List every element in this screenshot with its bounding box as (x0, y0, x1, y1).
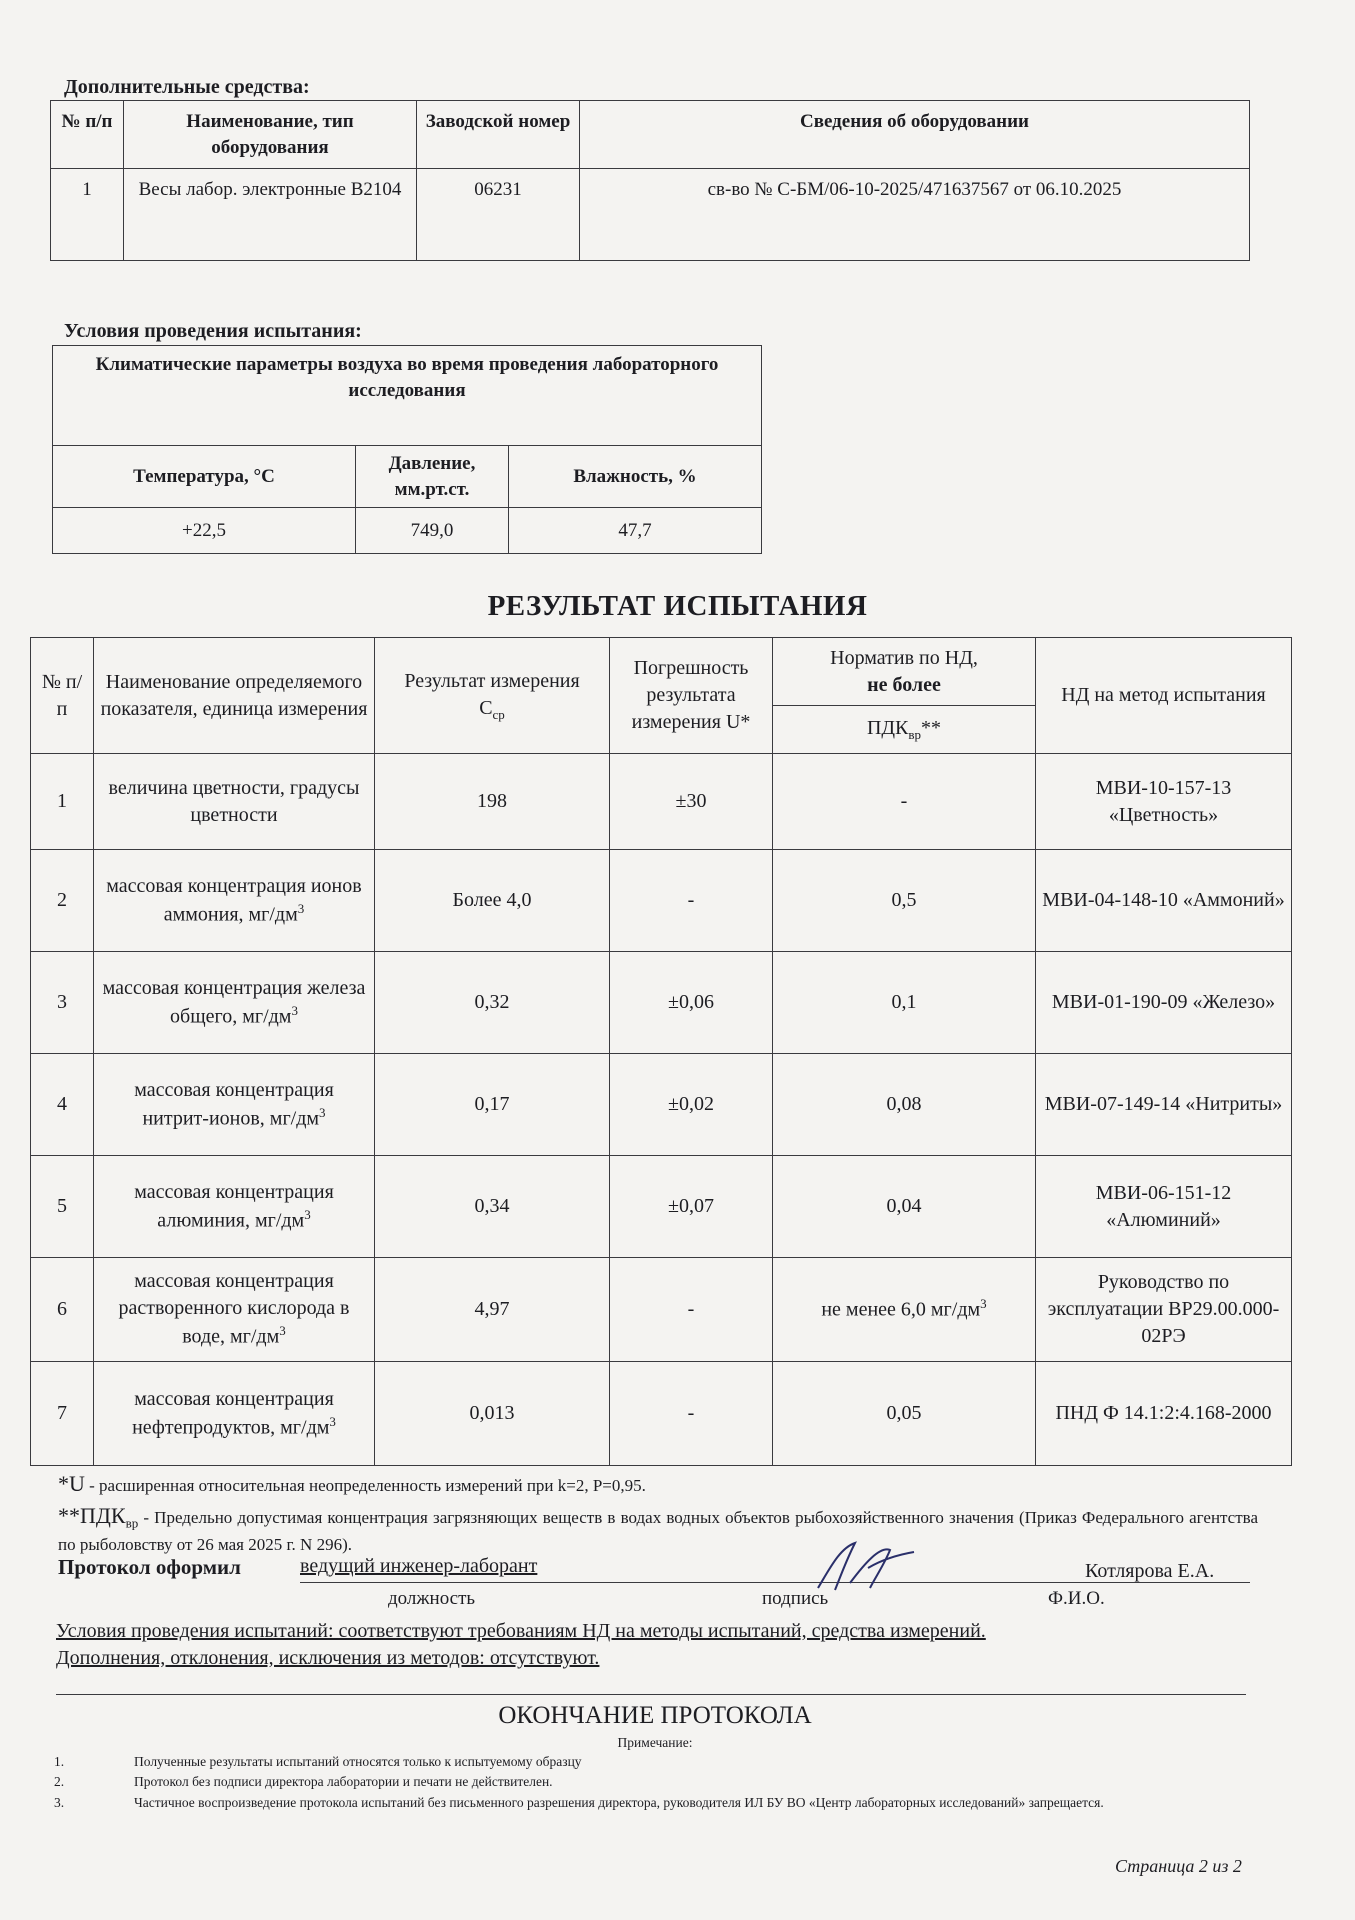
signature-position: ведущий инженер-лаборант (300, 1555, 538, 1577)
row-indicator: массовая концентрация алюминия, $мг/дм^3$ (94, 1156, 375, 1258)
row-value: 198 (375, 754, 610, 850)
row-method: Руководство по эксплуатации ВР29.00.000-02РЭ (1036, 1258, 1292, 1362)
conditions-header-pressure: Давление, мм.рт.ст. (356, 446, 509, 508)
results-header-pdk (773, 706, 1036, 754)
unit-superscript: 3 (980, 1296, 987, 1312)
table-row (31, 952, 1292, 1054)
page-number: Страница 2 из 2 (1115, 1856, 1242, 1876)
conditions-header-humidity: Влажность, % (509, 446, 762, 508)
list-item: 3. Частичное воспроизведение протокола испытаний без письменного разрешения директора, руководителя ИЛ БУ ВО «Центр лабораторных исследований» запрещается. (54, 1794, 1104, 1810)
notes-list (54, 1752, 1264, 1813)
equipment-name: Весы лабор. электронные В2104 (124, 169, 417, 261)
row-indicator: массовая концентрация нитрит-ионов, $мг/дм^3$ (94, 1054, 375, 1156)
result-symbol-sub: ср (492, 706, 505, 722)
equipment-header-num: № п/п (51, 101, 124, 169)
table-row (51, 169, 1250, 261)
conditions-pressure: 749,0 (356, 508, 509, 554)
table-row (31, 1258, 1292, 1362)
row-num: 2 (31, 850, 94, 952)
row-error: ±0,07 (610, 1156, 773, 1258)
conditions-title: Климатические параметры воздуха во время проведения лабораторного исследования (53, 346, 762, 446)
results-table (30, 637, 1292, 1466)
row-value: 4,97 (375, 1258, 610, 1362)
row-method: МВИ-01-190-09 «Железо» (1036, 952, 1292, 1054)
row-method: МВИ-06-151-12 «Алюминий» (1036, 1156, 1292, 1258)
row-norm: 0,04 (773, 1156, 1036, 1258)
divider (56, 1694, 1246, 1695)
footnote-u-text: - расширенная относительная неопределенность измерений при k=2, P=0,95. (84, 1476, 646, 1495)
footnote-pdk-symbol: **ПДК (58, 1503, 126, 1528)
table-row (31, 1054, 1292, 1156)
caption-name: Ф.И.О. (1048, 1588, 1105, 1609)
norm-bold-label: не более (867, 673, 941, 696)
results-header-error: Погрешность результата измерения U* (610, 638, 773, 754)
row-method: МВИ-10-157-13 «Цветность» (1036, 754, 1292, 850)
row-error: - (610, 850, 773, 952)
footnote-pdk (58, 1500, 1258, 1558)
row-num: 6 (31, 1258, 94, 1362)
row-value: Более 4,0 (375, 850, 610, 952)
pdk-label: ПДК (866, 717, 909, 740)
signature-label: Протокол оформил (58, 1555, 241, 1579)
unit-superscript: 3 (304, 1206, 311, 1222)
row-error: - (610, 1258, 773, 1362)
equipment-header-name: Наименование, тип оборудования (124, 101, 417, 169)
pdk-suffix: ** (921, 717, 942, 740)
results-header-method: НД на метод испытания (1036, 638, 1292, 754)
caption-signature: подпись (762, 1588, 829, 1609)
end-title: ОКОНЧАНИЕ ПРОТОКОЛА (498, 1702, 812, 1729)
row-value: 0,17 (375, 1054, 610, 1156)
row-indicator: массовая концентрация ионов аммония, $мг/дм^3$ (94, 850, 375, 952)
equipment-header-serial: Заводской номер (417, 101, 580, 169)
row-value: 0,013 (375, 1362, 610, 1466)
unit-superscript: 3 (279, 1323, 286, 1339)
table-row (31, 1362, 1292, 1466)
equipment-table (50, 100, 1250, 261)
results-header-result (375, 638, 610, 754)
row-method: МВИ-07-149-14 «Нитриты» (1036, 1054, 1292, 1156)
norm-label: Норматив по НД, (830, 646, 978, 669)
footnote-pdk-text: - Предельно допустимая концентрация загрязняющих веществ в водах водных объектов рыбохозяйственного значения (Приказ Федерального агентства по рыболовству от 26 мая 2025 г. N 296). (58, 1508, 1258, 1555)
equipment-num: 1 (51, 169, 124, 261)
footnote-u (58, 1468, 1258, 1500)
footnote-u-symbol: *U (58, 1471, 85, 1496)
results-title: РЕЗУЛЬТАТ ИСПЫТАНИЯ (487, 590, 868, 622)
row-norm: 0,5 (773, 850, 1036, 952)
row-method: МВИ-04-148-10 «Аммоний» (1036, 850, 1292, 952)
row-indicator: массовая концентрация нефтепродуктов, $мг/дм^3$ (94, 1362, 375, 1466)
row-norm: - (773, 754, 1036, 850)
conclusion-conditions: Условия проведения испытаний: соответствуют требованиям НД на методы испытаний, средства измерений. (56, 1620, 986, 1642)
conditions-table (52, 345, 762, 554)
equipment-heading: Дополнительные средства: (64, 76, 310, 98)
conditions-header-temp: Температура, °С (53, 446, 356, 508)
row-value: 0,34 (375, 1156, 610, 1258)
table-row (31, 850, 1292, 952)
results-header-norm (773, 638, 1036, 706)
row-indicator: величина цветности, градусы цветности (94, 754, 375, 850)
row-error: - (610, 1362, 773, 1466)
unit-superscript: 3 (297, 900, 305, 916)
row-norm: 0,1 (773, 952, 1036, 1054)
row-num: 4 (31, 1054, 94, 1156)
conditions-humidity: 47,7 (509, 508, 762, 554)
results-header-num: № п/п (31, 638, 94, 754)
equipment-header-info: Сведения об оборудовании (580, 101, 1250, 169)
footnote-pdk-sub: вр (125, 1515, 139, 1531)
unit-superscript: 3 (291, 1002, 298, 1018)
conditions-temp: +22,5 (53, 508, 356, 554)
table-row (31, 754, 1292, 850)
result-symbol: С (479, 696, 493, 719)
unit-superscript: 3 (319, 1104, 326, 1120)
row-num: 3 (31, 952, 94, 1054)
row-norm: 0,05 (773, 1362, 1036, 1466)
caption-position: должность (388, 1588, 476, 1609)
row-norm: 0,08 (773, 1054, 1036, 1156)
row-method: ПНД Ф 14.1:2:4.168-2000 (1036, 1362, 1292, 1466)
signature-name: Котлярова Е.А. (1085, 1560, 1215, 1582)
row-error: ±0,06 (610, 952, 773, 1054)
table-row (31, 1156, 1292, 1258)
pdk-sub: вр (908, 727, 922, 743)
row-indicator: массовая концентрация железа общего, $мг/дм^3$ (94, 952, 375, 1054)
equipment-info: св-во № С-БМ/06-10-2025/471637567 от 06.10.2025 (580, 169, 1250, 261)
list-item: 2. Протокол без подписи директора лаборатории и печати не действителен. (54, 1774, 553, 1790)
note-title: Примечание: (617, 1735, 693, 1750)
table-row (53, 508, 762, 554)
row-error: ±30 (610, 754, 773, 850)
row-indicator: массовая концентрация растворенного кислорода в воде, $мг/дм^3$ (94, 1258, 375, 1362)
results-header-name: Наименование определяемого показателя, единица измерения (94, 638, 375, 754)
row-num: 1 (31, 754, 94, 850)
row-num: 5 (31, 1156, 94, 1258)
list-item: 1. Полученные результаты испытаний относятся только к испытуемому образцу (54, 1754, 582, 1769)
conclusion-deviations: Дополнения, отклонения, исключения из методов: отсутствуют. (56, 1647, 600, 1669)
row-value: 0,32 (375, 952, 610, 1054)
row-error: ±0,02 (610, 1054, 773, 1156)
row-num: 7 (31, 1362, 94, 1466)
unit-superscript: 3 (329, 1413, 336, 1429)
equipment-serial: 06231 (417, 169, 580, 261)
conditions-heading: Условия проведения испытания: (64, 320, 362, 342)
row-norm: не менее 6,0 $мг/дм^3$ (773, 1258, 1036, 1362)
result-label: Результат измерения (404, 669, 580, 692)
